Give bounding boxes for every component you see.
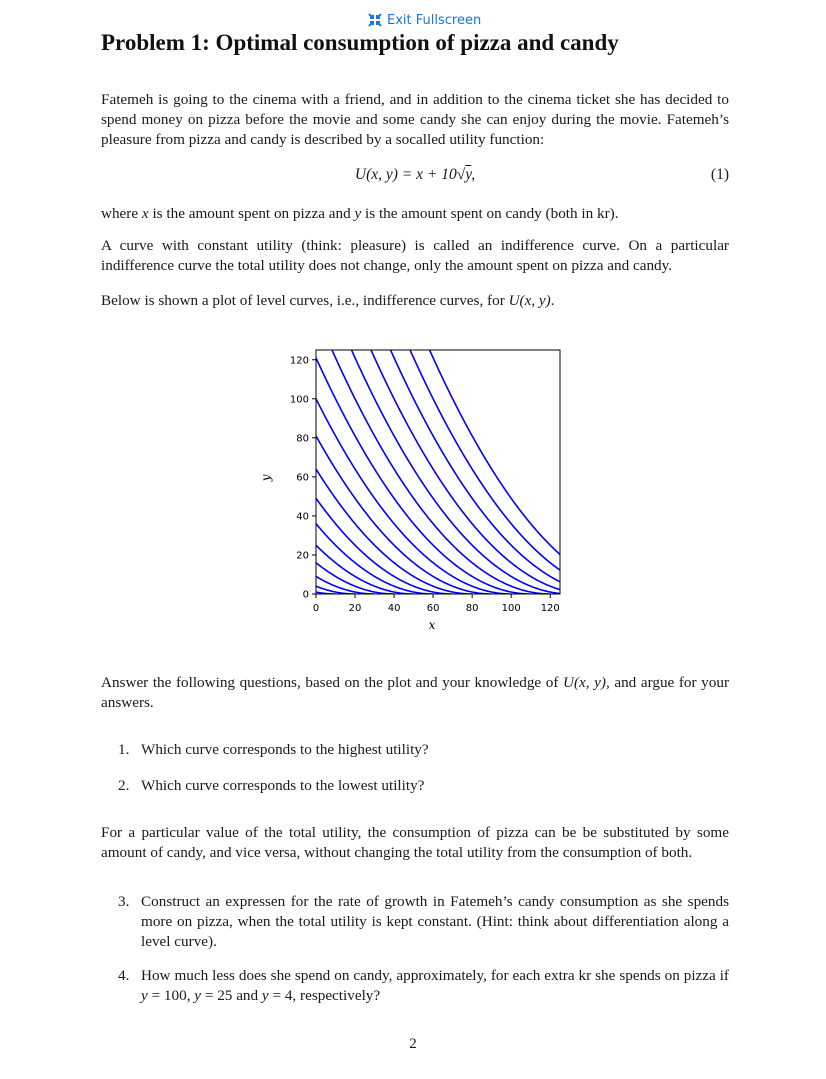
level-curve-10 <box>316 399 511 594</box>
question-list-a <box>118 740 729 796</box>
equation-radicand: y <box>465 166 472 183</box>
text-fragment: , and argue for your answers. <box>101 674 729 711</box>
level-curve-12 <box>316 338 550 594</box>
exit-fullscreen-label: Exit Fullscreen <box>387 12 482 28</box>
y-tick-label: 0 <box>302 589 309 601</box>
exit-fullscreen-button[interactable] <box>367 10 481 30</box>
var-y: y <box>354 205 362 222</box>
utility-equation <box>101 166 729 188</box>
question-list-c <box>118 966 729 1006</box>
sqrt-sign: √ <box>456 166 466 183</box>
intro-paragraph: Fatemeh is going to the cinema with a friend, and in addition to the cinema ticket she has decided to spend money on pizza before the movie and some candy she can enjoy during the movie. Fatemeh’s pleasure from pizza and candy is described by a socalled utility function: <box>101 91 729 148</box>
question-text: How much less does she spend on candy, approximately, for each extra kr she spends on pizza if <box>141 967 729 984</box>
variables-paragraph <box>101 204 729 224</box>
question-1 <box>118 740 729 760</box>
question-2 <box>118 776 729 796</box>
x-tick-label: 120 <box>540 603 560 614</box>
func-u: U(x, y) <box>508 292 551 309</box>
level-curve-15 <box>316 338 560 582</box>
question-text: Which curve corresponds to the highest utility? <box>141 741 429 758</box>
exit-fullscreen-icon <box>367 12 383 28</box>
answer-intro-paragraph <box>101 673 729 713</box>
substitution-paragraph: For a particular value of the total utility, the consumption of pizza can be be substituted by some amount of candy, and vice versa, without changing the total utility from the consumption of both. <box>101 824 729 861</box>
equation-trail: , <box>471 166 476 183</box>
plot-intro-paragraph <box>101 291 729 311</box>
y-tick-label: 80 <box>296 433 309 445</box>
text-fragment: is the amount spent on pizza and <box>148 205 355 222</box>
question-number: 4. <box>118 967 130 984</box>
x-tick-label: 0 <box>312 603 320 614</box>
question-text: = 4, respectively? <box>268 987 381 1004</box>
question-list-b <box>118 892 729 952</box>
question-number: 1. <box>118 741 130 758</box>
x-tick-label: 40 <box>387 603 401 614</box>
text-fragment: Answer the following questions, based on the plot and your knowledge of <box>101 674 563 691</box>
text-fragment: Below is shown a plot of level curves, i.e., indifference curves, for <box>101 292 509 309</box>
level-curve-3 <box>316 576 375 594</box>
question-number: 3. <box>118 893 130 910</box>
text-fragment: is the amount spent on candy (both in kr). <box>361 205 619 222</box>
question-text: Construct an expressen for the rate of growth in Fatemeh’s candy consumption as she spends more on pizza, when the total utility is kept constant. (Hint: think about differentiation along a level curve). <box>141 893 729 950</box>
page-number: 2 <box>409 1036 417 1052</box>
x-tick-label: 100 <box>501 603 521 614</box>
question-4 <box>118 966 729 1006</box>
y-tick-label: 60 <box>296 472 309 484</box>
var-y: y <box>194 987 202 1004</box>
func-u: U(x, y) <box>563 674 606 691</box>
y-tick-label: 20 <box>296 550 309 562</box>
text-fragment: . <box>550 292 555 309</box>
y-axis-label: y <box>259 474 273 482</box>
level-curve-11 <box>316 358 531 594</box>
equation-lhs: U(x, y) = x + 10 <box>354 166 457 183</box>
indifference-curve-plot <box>250 338 590 638</box>
y-tick-label: 100 <box>289 394 309 406</box>
x-axis-label: x <box>428 618 436 632</box>
level-curve-16 <box>316 338 560 570</box>
question-3 <box>118 892 729 952</box>
indifference-paragraph: A curve with constant utility (think: pleasure) is called an indifference curve. On a particular indifference curve the total utility does not change, only the amount spent on pizza and candy. <box>101 237 729 274</box>
var-y: y <box>261 987 269 1004</box>
level-curve-8 <box>316 469 472 594</box>
var-x: x <box>141 205 149 222</box>
y-tick-label: 120 <box>289 355 309 367</box>
equation-number: (1) <box>710 166 729 183</box>
x-tick-label: 80 <box>465 603 479 614</box>
y-tick-label: 40 <box>296 511 309 523</box>
text-fragment: where <box>101 205 142 222</box>
question-number: 2. <box>118 777 130 794</box>
question-text: Which curve corresponds to the lowest utility? <box>141 777 425 794</box>
page-title: Problem 1: Optimal consumption of pizza and candy <box>101 30 619 55</box>
var-y: y <box>141 987 148 1004</box>
question-text: = 100, <box>147 987 195 1004</box>
x-tick-label: 60 <box>426 603 440 614</box>
level-curve-6 <box>316 524 433 594</box>
equation-formula <box>101 166 729 184</box>
x-tick-label: 20 <box>348 603 362 614</box>
question-text: = 25 and <box>201 987 262 1004</box>
